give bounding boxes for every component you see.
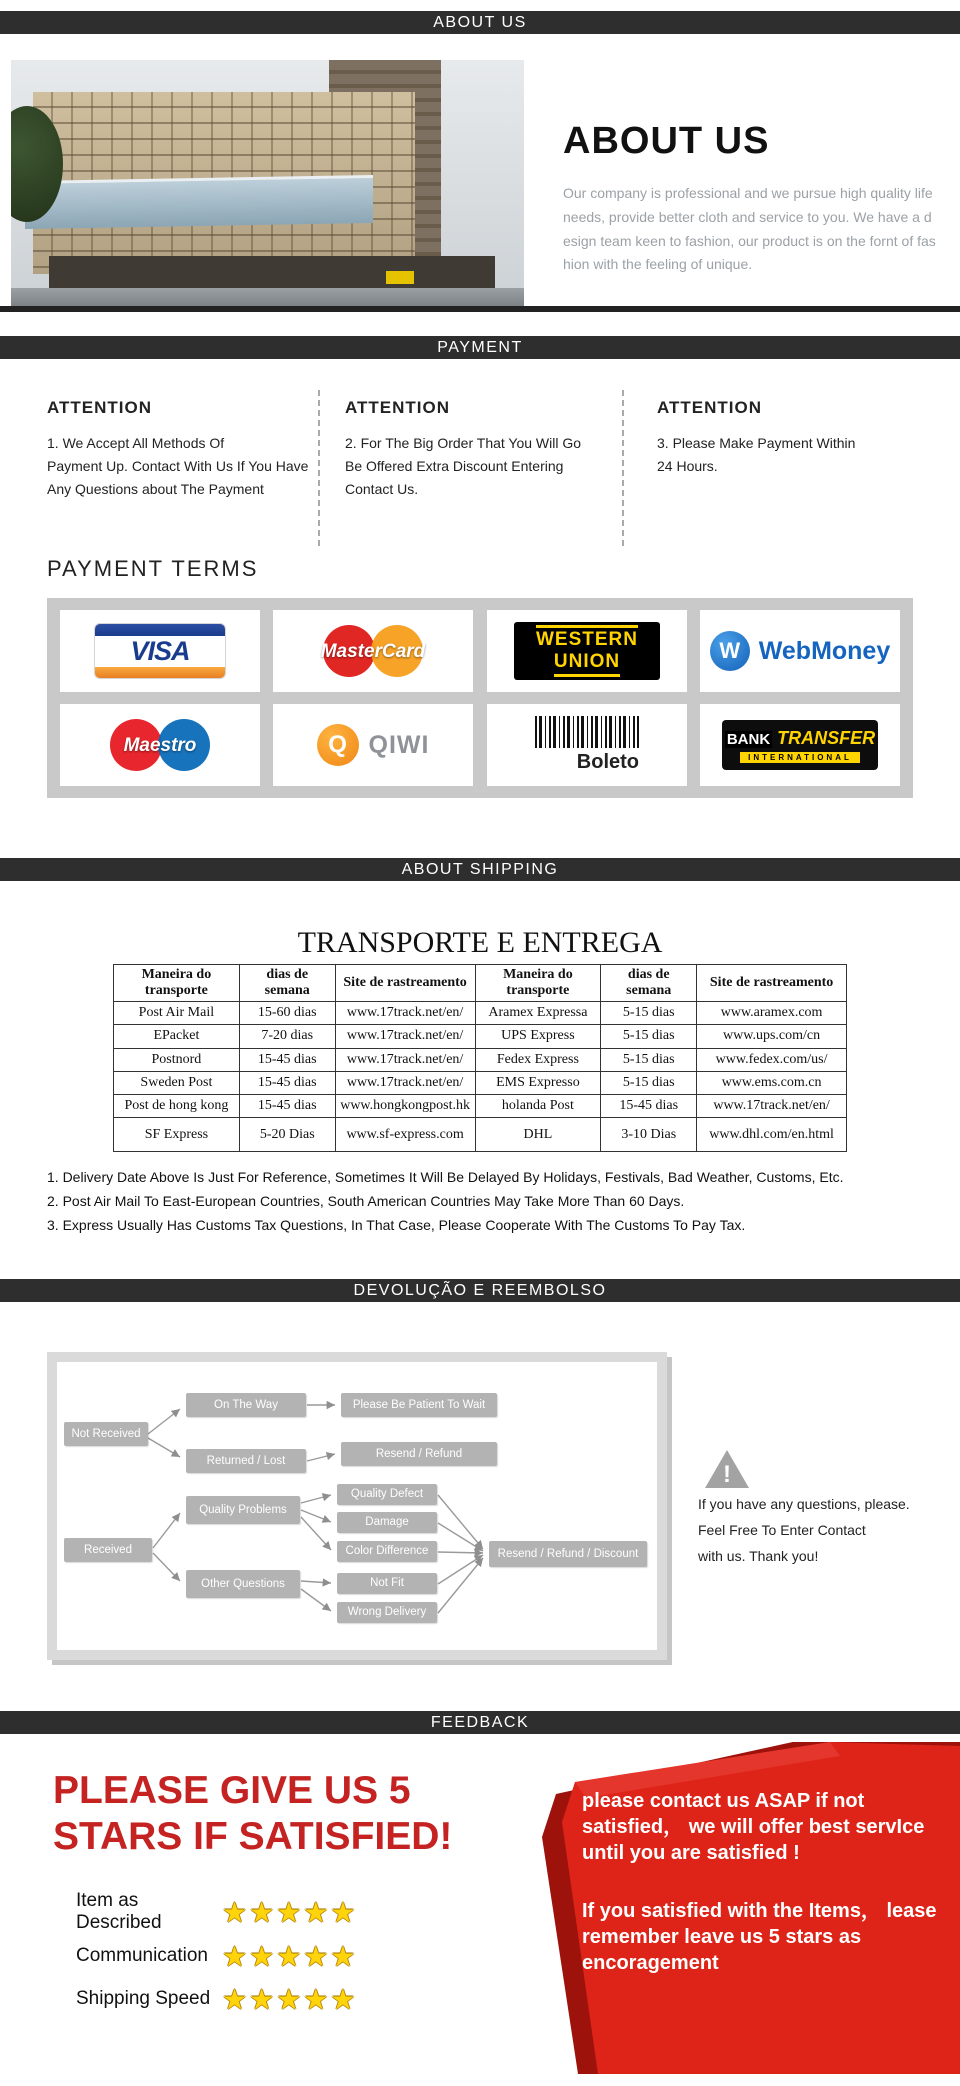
rating-label: Shipping Speed bbox=[76, 1988, 211, 2009]
attention-text: Any Questions about The Payment bbox=[47, 481, 264, 498]
cell: Post de hong kong bbox=[114, 1094, 240, 1117]
boleto-logo-icon bbox=[535, 716, 639, 774]
rating-label: Item as Described bbox=[76, 1890, 162, 1933]
table-row bbox=[114, 1048, 847, 1071]
visa-stripe-top bbox=[95, 624, 225, 636]
returns-flowchart bbox=[47, 1352, 667, 1660]
cell: 5-15 dias bbox=[601, 1048, 697, 1071]
shipping-table bbox=[113, 964, 847, 1152]
cell: 5-15 dias bbox=[601, 1002, 697, 1025]
payment-card-visa bbox=[60, 610, 260, 692]
attention-text: 24 Hours. bbox=[657, 458, 718, 475]
table-row bbox=[114, 1118, 847, 1152]
cell: www.ups.com/cn bbox=[697, 1025, 847, 1048]
cell: www.sf-express.com bbox=[335, 1118, 475, 1152]
flow-node-quality-defect: Quality Defect bbox=[337, 1484, 437, 1505]
cell: 5-20 Dias bbox=[239, 1118, 335, 1152]
cell: www.17track.net/en/ bbox=[335, 1025, 475, 1048]
flow-node-not-fit: Not Fit bbox=[337, 1573, 437, 1594]
cell: www.hongkongpost.hk bbox=[335, 1094, 475, 1117]
svg-text:!: ! bbox=[723, 1461, 731, 1488]
transfer-wordmark: TRANSFER bbox=[777, 727, 876, 748]
webmoney-wordmark: WebMoney bbox=[758, 636, 891, 665]
feedback-title bbox=[53, 1768, 452, 1860]
payment-card-boleto bbox=[487, 704, 687, 786]
five-stars-icon: ★★★★★ bbox=[222, 1983, 358, 2015]
company-building-photo bbox=[11, 60, 524, 306]
cell: Postnord bbox=[114, 1048, 240, 1071]
attention-text: Be Offered Extra Discount Entering bbox=[345, 458, 564, 475]
international-wordmark: INTERNATIONAL bbox=[740, 752, 860, 763]
about-title: ABOUT US bbox=[563, 120, 770, 162]
cell: www.17track.net/en/ bbox=[335, 1002, 475, 1025]
flow-node-resend-refund: Resend / Refund bbox=[341, 1442, 497, 1466]
attention-text: Payment Up. Contact With Us If You Have bbox=[47, 458, 309, 475]
feedback-box-text-1 bbox=[582, 1788, 924, 1866]
about-desc-line: esign team keen to fashion, our product is on the fornt of fas bbox=[563, 232, 936, 249]
shipping-table-title: TRANSPORTE E ENTREGA bbox=[297, 926, 663, 959]
returns-notice-line: with us. Thank you! bbox=[698, 1547, 819, 1564]
qiwi-logo-icon bbox=[317, 724, 430, 766]
payment-terms-title: PAYMENT TERMS bbox=[47, 556, 259, 581]
bank-transfer-row bbox=[725, 728, 875, 749]
attention-column-3 bbox=[657, 398, 907, 478]
shipping-note: 3. Express Usually Has Customs Tax Questions, In That Case, Please Cooperate With The Customs To Pay Tax. bbox=[47, 1216, 746, 1233]
shipping-header-row bbox=[114, 965, 847, 1002]
payment-card-mastercard bbox=[273, 610, 473, 692]
cell: 7-20 dias bbox=[239, 1025, 335, 1048]
bank-wordmark: BANK bbox=[726, 730, 771, 748]
webmoney-logo-icon bbox=[710, 631, 891, 671]
flow-node-color-difference: Color Difference bbox=[337, 1541, 437, 1562]
feedback-title-line: PLEASE GIVE US 5 bbox=[53, 1769, 411, 1812]
about-desc-line: needs, provide better cloth and service to you. We have a d bbox=[563, 208, 932, 225]
payment-methods-panel bbox=[47, 598, 913, 798]
feedback-box-line: remember leave us 5 stars as bbox=[582, 1926, 862, 1948]
maestro-wordmark: Maestro bbox=[123, 735, 197, 756]
cell: 3-10 Dias bbox=[601, 1118, 697, 1152]
cell: www.17track.net/en/ bbox=[697, 1094, 847, 1117]
cell: 5-15 dias bbox=[601, 1071, 697, 1094]
section-header-shipping: ABOUT SHIPPING bbox=[0, 858, 960, 881]
five-stars-icon: ★★★★★ bbox=[222, 1940, 358, 1972]
cell: www.ems.com.cn bbox=[697, 1071, 847, 1094]
section-header-about-us: ABOUT US bbox=[0, 11, 960, 34]
bank-transfer-logo-icon bbox=[722, 720, 878, 770]
barcode-icon bbox=[535, 716, 639, 748]
payment-card-qiwi bbox=[273, 704, 473, 786]
cell: SF Express bbox=[114, 1118, 240, 1152]
feedback-box-text-2 bbox=[582, 1898, 937, 1976]
webmoney-globe-icon: W bbox=[710, 631, 750, 671]
photo-watermark bbox=[386, 271, 414, 284]
cell: DHL bbox=[475, 1118, 601, 1152]
payment-card-maestro bbox=[60, 704, 260, 786]
cell: www.fedex.com/us/ bbox=[697, 1048, 847, 1071]
returns-notice bbox=[698, 1492, 938, 1570]
col-header: Site de rastreamento bbox=[335, 965, 475, 1002]
shipping-note: 1. Delivery Date Above Is Just For Reference, Sometimes It Will Be Delayed By Holidays, Festivals, Bad Weather, Customs, Etc. bbox=[47, 1169, 844, 1185]
dashed-separator bbox=[622, 390, 624, 546]
feedback-box-line: If you satisfied with the Items， lease bbox=[582, 1900, 937, 1922]
flow-node-not-received: Not Received bbox=[64, 1422, 148, 1446]
mastercard-wordmark: MasterCard bbox=[320, 641, 426, 662]
flow-node-be-patient: Please Be Patient To Wait bbox=[341, 1393, 497, 1417]
cell: holanda Post bbox=[475, 1094, 601, 1117]
about-description bbox=[563, 182, 948, 277]
feedback-box-line: encoragement bbox=[582, 1952, 719, 1974]
col-header: Maneira do transporte bbox=[475, 965, 601, 1002]
cell: 15-45 dias bbox=[239, 1094, 335, 1117]
cell: 15-45 dias bbox=[239, 1071, 335, 1094]
returns-notice-line: Feel Free To Enter Contact bbox=[698, 1521, 866, 1538]
cell: Post Air Mail bbox=[114, 1002, 240, 1025]
flow-node-wrong-delivery: Wrong Delivery bbox=[337, 1602, 437, 1623]
col-header: Maneira do transporte bbox=[114, 965, 240, 1002]
attention-title: ATTENTION bbox=[345, 398, 451, 417]
attention-column-2 bbox=[345, 398, 615, 501]
col-header: dias de semana bbox=[239, 965, 335, 1002]
qiwi-circle-icon: Q bbox=[317, 724, 359, 766]
warning-icon bbox=[703, 1448, 751, 1490]
shipping-note: 2. Post Air Mail To East-European Countries, South American Countries May Take More Than 60 Days. bbox=[47, 1192, 685, 1209]
section-header-payment: PAYMENT bbox=[0, 336, 960, 359]
five-stars-icon: ★★★★★ bbox=[222, 1896, 358, 1928]
cell: UPS Express bbox=[475, 1025, 601, 1048]
cell: www.dhl.com/en.html bbox=[697, 1118, 847, 1152]
cell: www.17track.net/en/ bbox=[335, 1048, 475, 1071]
cell: EPacket bbox=[114, 1025, 240, 1048]
flow-node-other-questions: Other Questions bbox=[186, 1570, 300, 1598]
flow-node-quality-problems: Quality Problems bbox=[186, 1496, 300, 1524]
cell: Sweden Post bbox=[114, 1071, 240, 1094]
attention-column-1 bbox=[47, 398, 327, 501]
col-header: Site de rastreamento bbox=[697, 965, 847, 1002]
attention-text: 1. We Accept All Methods Of bbox=[47, 435, 225, 451]
boleto-wordmark: Boleto bbox=[576, 751, 639, 773]
cell: Fedex Express bbox=[475, 1048, 601, 1071]
attention-text: 2. For The Big Order That You Will Go bbox=[345, 435, 582, 451]
col-header: dias de semana bbox=[601, 965, 697, 1002]
visa-logo-icon bbox=[94, 623, 226, 679]
attention-title: ATTENTION bbox=[47, 398, 153, 417]
attention-text: 3. Please Make Payment Within bbox=[657, 435, 856, 451]
qiwi-wordmark: QIWI bbox=[368, 730, 430, 759]
rating-row-communication bbox=[76, 1940, 358, 1972]
visa-middle bbox=[95, 636, 225, 667]
returns-notice-line: If you have any questions, please. bbox=[698, 1496, 910, 1512]
attention-text: Contact Us. bbox=[345, 481, 419, 498]
flow-node-resend-refund-discount: Resend / Refund / Discount bbox=[489, 1541, 647, 1567]
cell: 15-45 dias bbox=[239, 1048, 335, 1071]
table-row bbox=[114, 1002, 847, 1025]
table-row bbox=[114, 1071, 847, 1094]
western-wordmark: WESTERN bbox=[536, 625, 638, 651]
feedback-title-line: STARS IF SATISFIED! bbox=[53, 1815, 453, 1859]
rating-row-item-as-described bbox=[76, 1890, 358, 1933]
building-glass-band bbox=[25, 175, 373, 229]
cell: 5-15 dias bbox=[601, 1025, 697, 1048]
section-header-returns: DEVOLUÇÃO E REEMBOLSO bbox=[0, 1279, 960, 1302]
table-row bbox=[114, 1094, 847, 1117]
feedback-box-line: satisfied， we will offer best servIce bbox=[582, 1816, 925, 1838]
western-union-logo-icon bbox=[514, 622, 660, 680]
rating-label: Communication bbox=[76, 1945, 208, 1966]
maestro-logo-icon bbox=[96, 714, 224, 776]
shipping-notes bbox=[47, 1166, 844, 1237]
visa-wordmark: VISA bbox=[130, 635, 190, 666]
payment-card-webmoney bbox=[700, 610, 900, 692]
union-wordmark: UNION bbox=[554, 651, 620, 677]
mastercard-logo-icon bbox=[309, 620, 437, 682]
cell: EMS Expresso bbox=[475, 1071, 601, 1094]
cell: www.aramex.com bbox=[697, 1002, 847, 1025]
section-header-feedback: FEEDBACK bbox=[0, 1711, 960, 1734]
flow-node-damage: Damage bbox=[337, 1512, 437, 1533]
about-desc-line: hion with the feeling of unique. bbox=[563, 256, 753, 273]
feedback-box-line: please contact us ASAP if not bbox=[582, 1790, 865, 1812]
feedback-box-line: until you are satisfied ! bbox=[582, 1842, 800, 1864]
rating-row-shipping-speed bbox=[76, 1983, 358, 2015]
table-row bbox=[114, 1025, 847, 1048]
section-divider bbox=[0, 306, 960, 312]
payment-card-western-union bbox=[487, 610, 687, 692]
flow-node-on-the-way: On The Way bbox=[186, 1393, 306, 1417]
about-desc-line: Our company is professional and we pursue high quality life bbox=[563, 185, 933, 201]
cell: Aramex Expressa bbox=[475, 1002, 601, 1025]
cell: www.17track.net/en/ bbox=[335, 1071, 475, 1094]
cell: 15-45 dias bbox=[601, 1094, 697, 1117]
building-ground bbox=[11, 288, 524, 306]
flow-node-returned-lost: Returned / Lost bbox=[186, 1449, 306, 1473]
attention-title: ATTENTION bbox=[657, 398, 763, 417]
flow-node-received: Received bbox=[64, 1538, 152, 1562]
visa-stripe-bottom bbox=[95, 667, 225, 679]
payment-card-bank-transfer bbox=[700, 704, 900, 786]
dashed-separator bbox=[318, 390, 320, 546]
cell: 15-60 dias bbox=[239, 1002, 335, 1025]
